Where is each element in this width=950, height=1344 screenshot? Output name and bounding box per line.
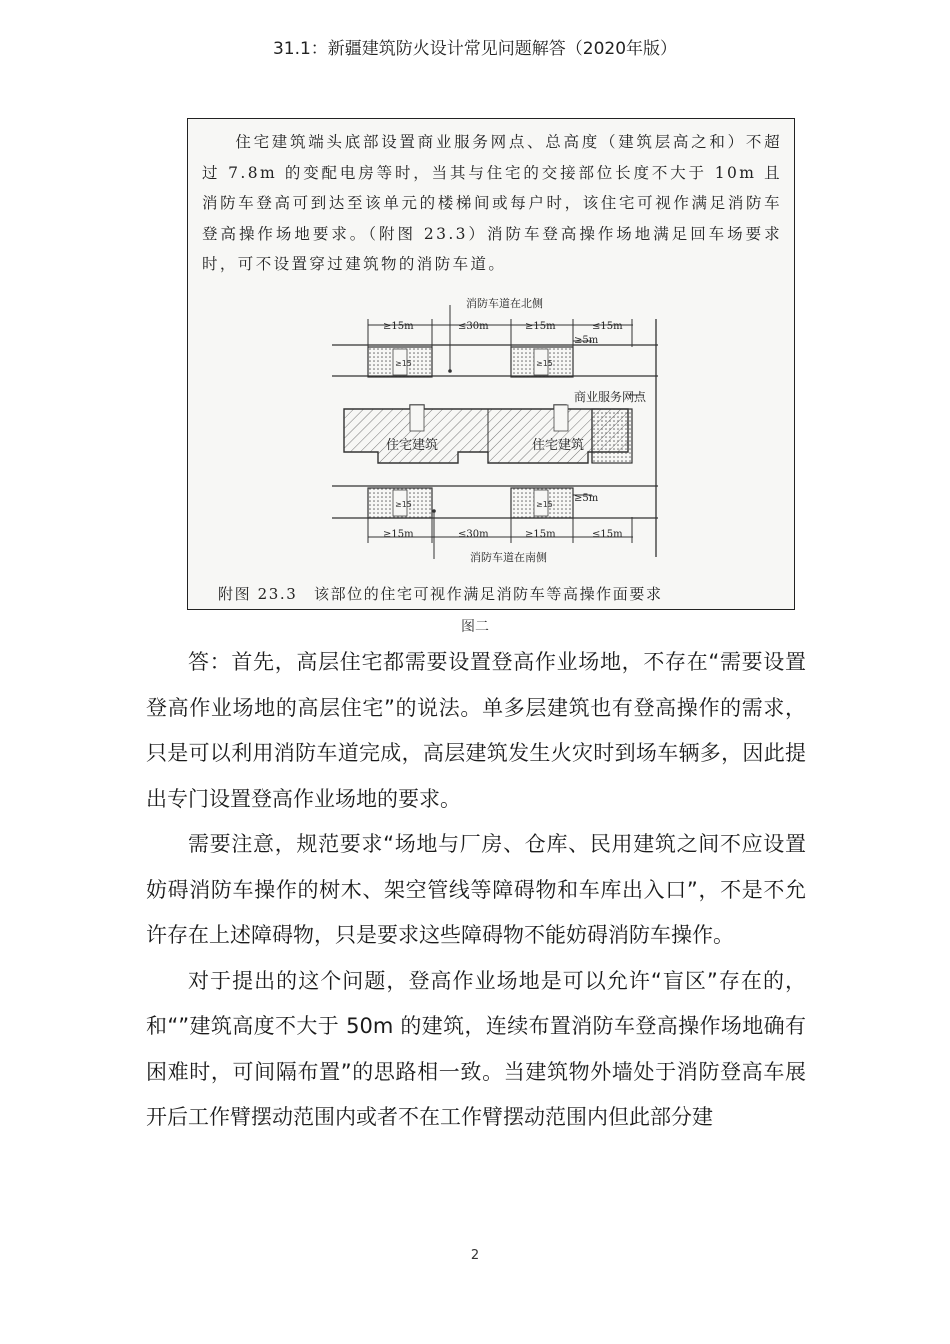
label-commercial: 商业服务网点 <box>574 390 647 404</box>
residential-building-outline <box>344 405 628 463</box>
label-dim-le30-a: ≤30m <box>458 321 489 332</box>
commercial-unit <box>592 409 632 463</box>
label-dim-ge15-a: ≥15m <box>383 321 414 332</box>
paragraph: 答：首先，高层住宅都需要设置登高作业场地，不存在“需要设置登高作业场地的高层住宅”的说法。单多层建筑也有登高操作的需求，只是可以利用消防车道完成，高层建筑发生火灾时到场车辆多，因此提出专门设置登高作业场地的要求。 <box>146 650 806 811</box>
page-header: 31.1：新疆建筑防火设计常见问题解答（2020年版） <box>272 39 678 59</box>
figure-label: 图二 <box>461 619 489 635</box>
label-dim-ge15-b: ≥15m <box>525 321 556 332</box>
scanned-figure <box>187 118 795 610</box>
pad-mark: ≥15 <box>536 359 553 368</box>
label-dim-le30-b: ≤30m <box>458 529 489 540</box>
paragraph: 需要注意，规范要求“场地与厂房、仓库、民用建筑之间不应设置妨碍消防车操作的树木、架空管线等障碍物和车库出入口”，不是不允许存在上述障碍物，只是要求这些障碍物不能妨碍消防车操作。 <box>146 832 806 947</box>
label-dim-le15-b: ≤15m <box>592 529 623 540</box>
label-south-road: 消防车道在南侧 <box>470 551 547 564</box>
label-north-road: 消防车道在北侧 <box>466 297 543 310</box>
pad-mark: ≥15 <box>395 500 412 509</box>
figure-paragraph: 住宅建筑端头底部设置商业服务网点、总高度（建筑层高之和）不超过 7.8m 的变配电房等时，当其与住宅的交接部位长度不大于 10m 且消防车登高可到达至该单元的楼梯间或每户时，该住宅可视作满足消防车登高操作场地要求。（附图 23.3）消防车登高操作场地满足回车场要求时，可不设置穿过建筑物的消防车道。 <box>202 133 782 273</box>
label-dim-ge5-b: ≥5m <box>574 493 599 504</box>
label-dim-ge15-d: ≥15m <box>525 529 556 540</box>
label-dim-ge15-c: ≥15m <box>383 529 414 540</box>
pad-mark: ≥15 <box>536 500 553 509</box>
page-number: 2 <box>470 1248 480 1263</box>
label-dim-le15-a: ≤15m <box>592 321 623 332</box>
pad-mark: ≥15 <box>395 359 412 368</box>
label-building-left: 住宅建筑 <box>386 438 439 453</box>
figure-caption: 附图 23.3 该部位的住宅可视作满足消防车等高操作面要求 <box>218 585 663 603</box>
label-building-right: 住宅建筑 <box>532 438 585 453</box>
site-plan-diagram <box>188 119 795 610</box>
label-dim-ge5-a: ≥5m <box>574 335 599 346</box>
paragraph: 对于提出的这个问题，登高作业场地是可以允许“盲区”存在的，和“”建筑高度不大于 50m 的建筑，连续布置消防车登高操作场地确有困难时，可间隔布置”的思路相一致。当建筑物外墙处于消防登高车展开后工作臂摆动范围内或者不在工作臂摆动范围内但此部分建 <box>146 968 806 1129</box>
answer-body <box>146 640 806 1141</box>
